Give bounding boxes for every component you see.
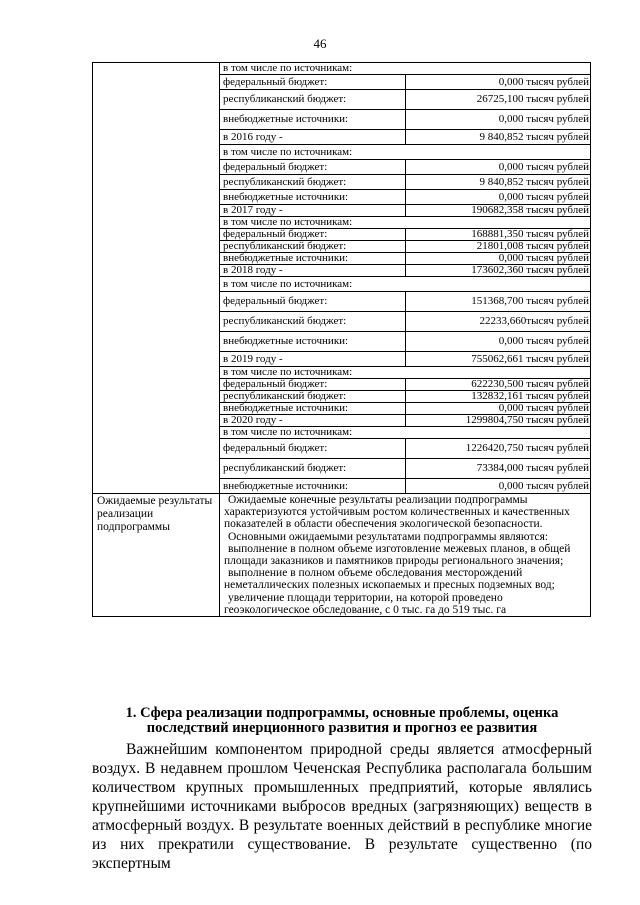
financing-row: [220, 160, 590, 175]
financing-label: федеральный бюджет:: [220, 160, 405, 175]
financing-label: в 2018 году -: [220, 265, 405, 277]
empty-left-cell: [93, 63, 220, 494]
results-label-cell: [93, 494, 220, 617]
financing-amount: 0,000 тысяч рублей: [405, 332, 590, 352]
financing-label: внебюджетные источники:: [220, 403, 405, 415]
financing-label: федеральный бюджет:: [220, 229, 405, 241]
financing-row: [220, 253, 590, 265]
financing-amount: 622230,500 тысяч рублей: [405, 379, 590, 391]
financing-row: [220, 277, 590, 292]
financing-label: в 2017 году -: [220, 205, 405, 217]
financing-row: [220, 367, 590, 379]
financing-label: республиканский бюджет:: [220, 241, 405, 253]
financing-row: [220, 190, 590, 205]
financing-row: [220, 379, 590, 391]
financing-amount: 151368,700 тысяч рублей: [405, 292, 590, 312]
results-paragraph: Ожидаемые конечные результаты реализации подпрограммы характеризуются устойчивым ростом количественных и качественных показателей в области обеспечения экологической безопасности.: [224, 494, 570, 531]
financing-amount: 1299804,750 тысяч рублей: [405, 415, 590, 427]
section-title: 1. Сфера реализации подпрограммы, основные проблемы, оценка последствий инерционного развития и прогноз ее развития: [125, 705, 559, 736]
financing-row: [220, 265, 590, 277]
financing-amount: 9 840,852 тысяч рублей: [405, 130, 590, 145]
financing-amount: 190682,358 тысяч рублей: [405, 205, 590, 217]
sources-subheading: в том числе по источникам:: [220, 63, 590, 75]
financing-row: [220, 145, 590, 160]
financing-amount: 173602,360 тысяч рублей: [405, 265, 590, 277]
financing-row: [220, 175, 590, 190]
body-paragraph: Важнейшим компонентом природной среды является атмосферный воздух. В недавнем прошлом Чеченская Республика располагала большим количеством крупных промышленных предприятий, которые являлись крупнейшими источниками выбросов вредных (загрязняющих) веществ в атмосферный воздух. В результате военных действий в республике многие из них прекратили существование. В результате существенно (по экспертным: [92, 741, 592, 872]
financing-amount: 9 840,852 тысяч рублей: [405, 175, 590, 190]
results-paragraph: увеличение площади территории, на которой проведено геоэкологическое обследование, с 0 тыс. га до 519 тыс. га: [224, 591, 507, 616]
financing-amount: 0,000 тысяч рублей: [405, 110, 590, 130]
financing-row: [220, 75, 590, 90]
financing-row: [220, 292, 590, 312]
financing-label: республиканский бюджет:: [220, 391, 405, 403]
page-number: 46: [313, 36, 327, 51]
results-paragraph: выполнение в полном объеме обследования месторождений неметаллических полезных ископаемых и пресных подземных вод;: [224, 567, 555, 592]
financing-amount: 168881,350 тысяч рублей: [405, 229, 590, 241]
financing-amount: 26725,100 тысяч рублей: [405, 90, 590, 110]
financing-row: [220, 332, 590, 352]
financing-row: [220, 427, 590, 439]
financing-label: в 2019 году -: [220, 352, 405, 367]
financing-amount: 73384,000 тысяч рублей: [405, 459, 590, 479]
financing-row: [220, 241, 590, 253]
section-body: [92, 740, 592, 873]
financing-amount: 132832,161 тысяч рублей: [405, 391, 590, 403]
sources-subheading: в том числе по источникам:: [220, 217, 590, 229]
financing-label: федеральный бюджет:: [220, 379, 405, 391]
financing-row: [220, 110, 590, 130]
program-passport-table: [92, 62, 591, 617]
financing-label: республиканский бюджет:: [220, 90, 405, 110]
sources-subheading: в том числе по источникам:: [220, 367, 590, 379]
financing-label: республиканский бюджет:: [220, 312, 405, 332]
financing-label: внебюджетные источники:: [220, 253, 405, 265]
financing-amount: 1226420,750 тысяч рублей: [405, 439, 590, 459]
financing-row: [220, 312, 590, 332]
results-paragraph: выполнение в полном объеме изготовление межевых планов, в общей площади заказников и памятников природы регионального значения;: [224, 542, 571, 568]
financing-row: [220, 403, 590, 415]
financing-label: федеральный бюджет:: [220, 292, 405, 312]
financing-row: [220, 90, 590, 110]
financing-table: [220, 63, 590, 493]
financing-cell: [220, 63, 591, 494]
financing-row: [220, 63, 590, 75]
financing-amount: 755062,661 тысяч рублей: [405, 352, 590, 367]
sources-subheading: в том числе по источникам:: [220, 277, 590, 292]
sources-subheading: в том числе по источникам:: [220, 427, 590, 439]
financing-row: [220, 217, 590, 229]
financing-label: внебюджетные источники:: [220, 332, 405, 352]
financing-amount: 0,000 тысяч рублей: [405, 160, 590, 175]
financing-label: республиканский бюджет:: [220, 175, 405, 190]
financing-label: федеральный бюджет:: [220, 75, 405, 90]
financing-row: [220, 415, 590, 427]
financing-row: [220, 205, 590, 217]
financing-amount: 21801,008 тысяч рублей: [405, 241, 590, 253]
results-paragraph: Основными ожидаемыми результатами подпрограммы являются:: [228, 530, 549, 543]
results-cell: [220, 494, 591, 617]
financing-row: [220, 439, 590, 459]
financing-row: [220, 130, 590, 145]
financing-label: в 2020 году -: [220, 415, 405, 427]
financing-label: республиканский бюджет:: [220, 459, 405, 479]
financing-label: внебюджетные источники:: [220, 110, 405, 130]
results-label: Ожидаемые результаты реализации подпрограммы: [97, 495, 213, 533]
financing-row: [220, 391, 590, 403]
financing-label: внебюджетные источники:: [220, 190, 405, 205]
financing-amount: 0,000 тысяч рублей: [498, 480, 589, 492]
sources-subheading: в том числе по источникам:: [220, 145, 590, 160]
financing-row: [220, 459, 590, 479]
financing-amount: 22233,660тысяч рублей: [405, 312, 590, 332]
financing-label: федеральный бюджет:: [220, 439, 405, 459]
financing-label: внебюджетные источники:: [220, 479, 405, 494]
financing-row: [220, 229, 590, 241]
financing-amount: 0,000 тысяч рублей: [405, 253, 590, 265]
financing-label: в 2016 году -: [220, 130, 405, 145]
results-text: [220, 494, 590, 616]
financing-amount: 0,000 тысяч рублей: [405, 75, 590, 90]
financing-amount: 0,000 тысяч рублей: [405, 403, 590, 415]
financing-row: [220, 352, 590, 367]
financing-row: [220, 479, 590, 494]
financing-amount: 0,000 тысяч рублей: [405, 190, 590, 205]
